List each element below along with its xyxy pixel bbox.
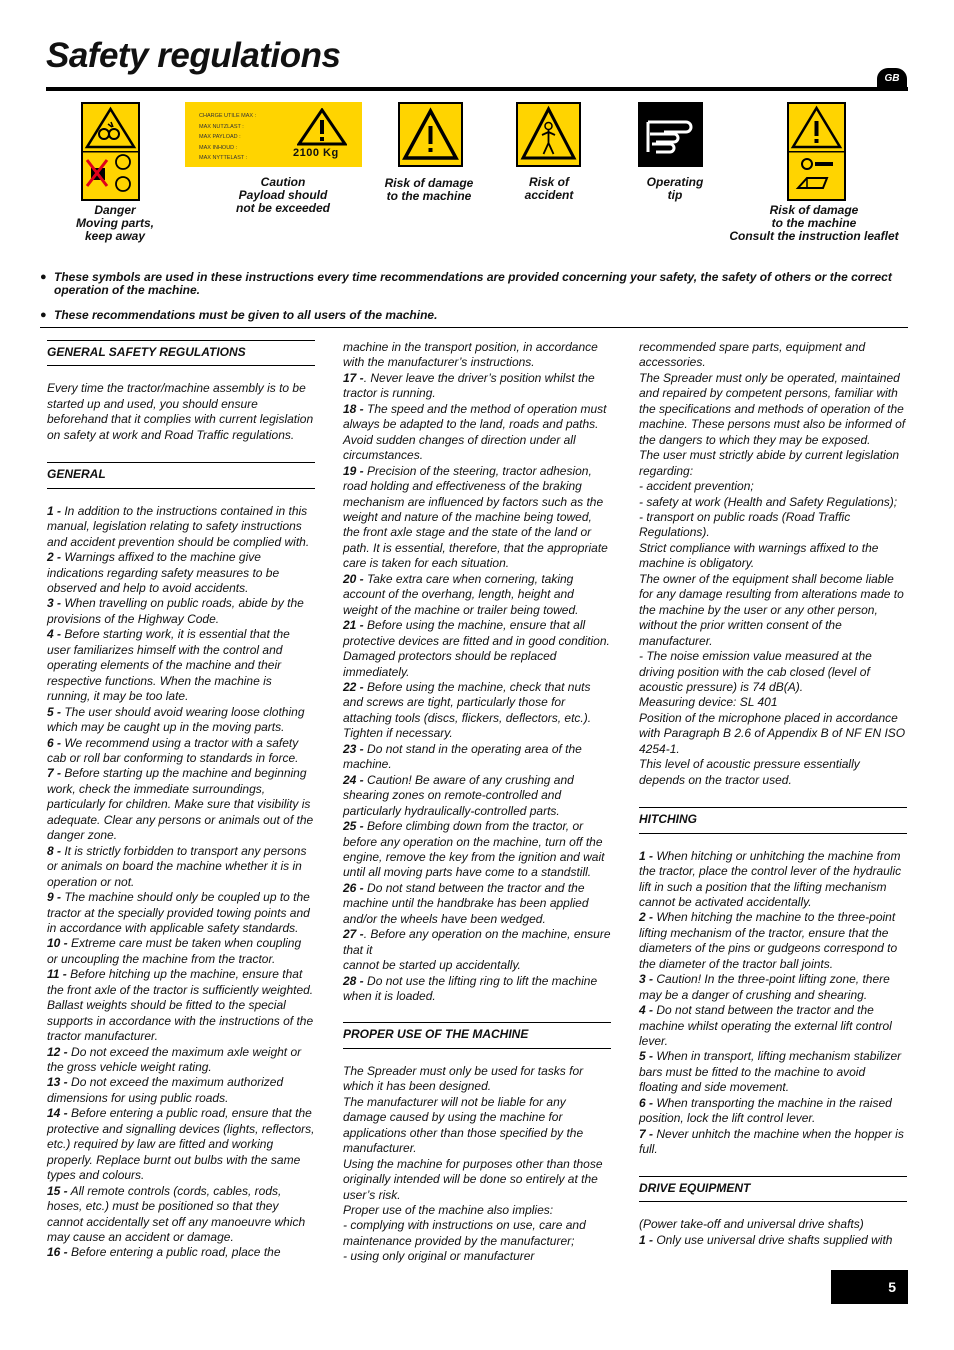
list-item — [47, 766, 315, 843]
list-item — [343, 618, 611, 680]
danger-moving-parts-sign — [81, 102, 140, 201]
item-text: In addition to the instructions contained in this manual, legislation relating to safety instructions and accident prevention should be complied with. — [47, 503, 310, 549]
bullet-icon: ● — [40, 271, 47, 283]
item-text: Caution! In the three-point lifting zone, there may be a danger of crushing and shearing. — [639, 972, 890, 1002]
item-text: . Before any operation on the machine, ensure that it — [343, 927, 611, 957]
item-text: When in transport, lifting mechanism stabilizer bars must be fitted to the machine to avoid floating and side movement. — [639, 1049, 902, 1095]
list-item — [343, 572, 611, 618]
item-text: Before starting up the machine and beginning work, check the immediate surroundings, particularly for children. Make sure that visibility is adequate. Clear any persons or animals out of the danger zone. — [47, 766, 314, 843]
paragraph-line: recommended spare parts, equipment and accessories. — [639, 340, 866, 370]
paragraph-line: The manufacturer will not be liable for any damage caused by using the machine for applications other than those specified by the manufacturer. — [343, 1094, 584, 1156]
list-item — [343, 402, 611, 464]
item-number: 3 - — [639, 972, 654, 987]
proper-use-continued — [639, 340, 907, 788]
drive-equipment-heading: DRIVE EQUIPMENT — [639, 1176, 907, 1202]
item-text: Never unhitch the machine when the hopper is full. — [639, 1126, 904, 1157]
list-item — [343, 881, 611, 927]
item-number: 7 - — [639, 1126, 654, 1141]
paragraph-line: - transport on public roads (Road Traffic Regulations). — [639, 509, 851, 540]
item-text: Do not stand between the tractor and the machine whilst operating the external lift control lever. — [639, 1003, 892, 1049]
item-number: 26 - — [343, 880, 364, 895]
paragraph-line: Using the machine for purposes other than those originally intended will be done so entirely at the user’s risk. — [343, 1156, 603, 1202]
item-text: Do not exceed the maximum axle weight or the gross vehicle weight rating. — [47, 1044, 302, 1075]
item-text: Do not exceed the maximum authorized dimensions for using public roads. — [47, 1075, 284, 1105]
item-text: Warnings affixed to the machine give indications regarding safety measures to be observed and help to avoid accidents. — [47, 550, 280, 595]
page-number: 5 — [831, 1270, 908, 1304]
item-number: 19 - — [343, 463, 364, 478]
item-text: Before entering a public road, place the — [67, 1245, 281, 1260]
list-item — [343, 742, 611, 773]
item-text: Before climbing down from the tractor, or before any operation on the machine, turn off the engine, remove the key from the ignition and wait until all moving parts have come to a standstill. — [343, 819, 605, 880]
list-item — [639, 849, 907, 911]
consult-leaflet-sign — [787, 102, 846, 201]
list-item — [639, 972, 907, 1003]
list-item — [47, 936, 315, 967]
item-number: 15 - — [47, 1183, 68, 1198]
item-number: 1 - — [639, 848, 654, 863]
list-item — [47, 844, 315, 890]
item-number: 24 - — [343, 772, 364, 787]
general-list — [47, 504, 315, 1261]
item-number: 1 - — [639, 1232, 654, 1247]
item-number: 3 - — [47, 596, 62, 611]
item-number: 23 - — [343, 741, 364, 756]
list-item — [47, 967, 315, 1044]
drive-equipment-intro: (Power take-off and universal drive shafts) — [639, 1217, 864, 1232]
list-item — [47, 550, 315, 596]
item-number: 12 - — [47, 1044, 68, 1059]
paragraph-line: Proper use of the machine also implies: — [343, 1203, 554, 1218]
item-number: 5 - — [639, 1049, 654, 1064]
list-item — [639, 910, 907, 972]
column-2 — [343, 340, 611, 1265]
list-item — [343, 371, 611, 402]
list-item — [47, 1075, 315, 1106]
section-rule — [40, 327, 908, 328]
item-number: 1 - — [47, 503, 62, 518]
item-number: 5 - — [47, 704, 62, 719]
list-item — [47, 736, 315, 767]
list-item — [639, 1003, 907, 1049]
list-item — [639, 1049, 907, 1095]
item-text: Only use universal drive shafts supplied with — [653, 1232, 893, 1247]
item-number: 4 - — [47, 627, 62, 642]
risk-of-damage-caption: Risk of damage to the machine — [384, 176, 474, 203]
item-text: The speed and the method of operation must always be adapted to the land, roads and paths. Avoid sudden changes of direction under all circumstances. — [343, 401, 607, 463]
bullet-symbols-note: ● These symbols are used in these instructions every time recommendations are provided concerning your safety, the safety of others or the correct operation of the machine. — [40, 270, 892, 297]
list-item — [639, 1233, 907, 1248]
list-item — [47, 1245, 315, 1260]
column-1 — [47, 340, 315, 1261]
item-text: Before using the machine, check that nuts and screws are tight, particularly those for attaching tools (discs, flickers, deflectors, etc.). Tighten if necessary. — [343, 679, 592, 741]
list-item — [343, 464, 611, 572]
item-text: cannot be started up accidentally. — [343, 958, 521, 973]
item-number: 7 - — [47, 766, 62, 781]
item-number: 25 - — [343, 819, 364, 834]
item-text: Before hitching up the machine, ensure that the front axle of the tractor is sufficiently weighted. Ballast weights should be fitted to the special supports in accordance with the instructions of the tractor manufacturer. — [47, 967, 314, 1044]
proper-use-text — [343, 1064, 611, 1265]
list-item — [343, 680, 611, 742]
list-item — [639, 1096, 907, 1127]
proper-use-heading: PROPER USE OF THE MACHINE — [343, 1022, 611, 1048]
item-number: 18 - — [343, 401, 364, 416]
general-safety-heading: GENERAL SAFETY REGULATIONS — [47, 340, 315, 366]
item-number: 2 - — [47, 550, 62, 565]
continued-text: machine in the transport position, in accordance with the manufacturer’s instructions. — [343, 340, 598, 370]
item-text: When transporting the machine in the raised position, lock the lift control lever. — [639, 1095, 892, 1126]
paragraph-line: Strict compliance with warnings affixed to the machine is obligatory. — [639, 540, 879, 571]
consult-leaflet-caption: Risk of damage to the machine Consult the instruction leaflet — [729, 203, 899, 243]
list-item — [343, 927, 611, 958]
item-number: 20 - — [343, 571, 364, 586]
item-text: Extreme care must be taken when coupling or uncoupling the machine from the tractor. — [47, 936, 302, 966]
paragraph-line: Position of the microphone placed in accordance with Paragraph B 2.6 of Appendix B of NF EN ISO 4254-1. — [639, 710, 906, 756]
list-item — [47, 1106, 315, 1183]
list-item — [47, 705, 315, 736]
item-text: Before using the machine, ensure that all protective devices are fitted and in good condition. Damaged protectors should be replaced immediately. — [343, 618, 610, 679]
list-item — [47, 890, 315, 936]
item-text: It is strictly forbidden to transport any persons or animals on board the machine whether it is in operation or not. — [47, 843, 307, 889]
paragraph-line: - complying with instructions on use, care and maintenance provided by the manufacturer; — [343, 1218, 586, 1248]
item-number: 21 - — [343, 618, 364, 633]
paragraph-line: Measuring device: SL 401 — [639, 695, 778, 710]
item-text: We recommend using a tractor with a safety cab or roll bar conforming to standards in force. — [47, 735, 299, 765]
item-number: 6 - — [47, 735, 62, 750]
item-number: 4 - — [639, 1003, 654, 1018]
list-item — [343, 958, 611, 973]
item-number: 17 - — [343, 370, 364, 385]
list-item — [47, 627, 315, 704]
paragraph-line: The Spreader must only be used for tasks for which it has been designed. — [343, 1063, 584, 1094]
item-text: Before starting work, it is essential that the user familiarizes himself with the control and operating elements of the machine and their respective functions. When the machine is running, it may be too late. — [47, 627, 290, 704]
general-safety-intro: Every time the tractor/machine assembly is to be started up and used, you should ensure beforehand that it complies with current legislation on safety at work and Road Traffic regulations. — [47, 381, 314, 442]
hitching-list — [639, 849, 907, 1158]
list-item — [47, 1184, 315, 1246]
danger-caption: Danger Moving parts, keep away — [75, 203, 154, 243]
item-text: When hitching or unhitching the machine from the tractor, place the control lever of the hydraulic lift in such a position that the lifting mechanism cannot be activated accidentally. — [639, 848, 902, 909]
paragraph-line: - using only original or manufacturer — [343, 1249, 535, 1264]
item-text: Before entering a public road, ensure that the protective and signalling devices (lights, reflectors, etc.) required by law are fitted and working properly. Replace burnt out bulbs with the same types and colours. — [47, 1106, 315, 1183]
paragraph-line: - The noise emission value measured at the driving position with the cab closed (level of acoustic pressure) is 74 dB(A). — [639, 649, 872, 694]
general-list-continued — [343, 371, 611, 1005]
item-number: 16 - — [47, 1245, 68, 1260]
list-item — [343, 773, 611, 819]
paragraph-line: This level of acoustic pressure essentially depends on the tractor used. — [639, 757, 860, 787]
bullet-icon: ● — [40, 309, 47, 321]
item-number: 14 - — [47, 1106, 68, 1121]
page-title: Safety regulations — [46, 36, 341, 75]
risk-of-damage-sign — [398, 102, 463, 167]
language-badge: GB — [877, 68, 907, 90]
risk-of-accident-sign — [516, 102, 581, 167]
list-item — [343, 819, 611, 881]
item-text: When hitching the machine to the three-point lifting mechanism of the tractor, ensure that the diameters of the pins or gudgeons correspond to the diameter of the tractor ball joints. — [639, 910, 898, 971]
item-number: 27 - — [343, 927, 364, 942]
item-text: Do not stand between the tractor and the machine until the handbrake has been applied and/or the wheels have been wedged. — [343, 880, 589, 926]
list-item — [47, 1045, 315, 1076]
paragraph-line: - accident prevention; — [639, 479, 754, 494]
item-number: 28 - — [343, 973, 364, 988]
paragraph-line: The Spreader must only be operated, maintained and repaired by competent persons, familiar with the specifications and methods of operation of the machine. These persons must also be informed of the dangers to which they may be exposed. — [639, 370, 906, 447]
item-text: Precision of the steering, tractor adhesion, road holding and effectiveness of the braking mechanism are influenced by factors such as the weight and nature of the machine being towed, the front axle stage and the state of the land or path. It is essential, therefore, that the appropriate care is taken for each situation. — [343, 463, 608, 571]
title-rule — [46, 87, 908, 91]
paragraph-line: - safety at work (Health and Safety Regulations); — [639, 494, 898, 509]
item-text: The machine should only be coupled up to the tractor at the specially provided towing points and in accordance with applicable safety standards. — [47, 890, 310, 935]
item-number: 8 - — [47, 843, 62, 858]
general-heading: GENERAL — [47, 462, 315, 488]
list-item — [47, 596, 315, 627]
operating-tip-sign — [638, 102, 703, 167]
item-text: Caution! Be aware of any crushing and shearing zones on remote-controlled and particularly hydraulically-controlled parts. — [343, 772, 574, 818]
item-number: 13 - — [47, 1075, 68, 1090]
column-3 — [639, 340, 907, 1248]
item-text: All remote controls (cords, cables, rods, hoses, etc.) must be positioned so that they cannot accidentally set off any manoeuvre which may cause an accident or damage. — [47, 1183, 306, 1245]
list-item — [47, 504, 315, 550]
hitching-heading: HITCHING — [639, 807, 907, 833]
payload-caption: Caution Payload should not be exceeded — [235, 175, 331, 215]
payload-sign: CHARGE UTILE MAX : MAX NUTZLAST : MAX PAYLOAD : MAX INHOUD : MAX NYTTELAST : 2100 Kg — [185, 102, 362, 167]
paragraph-line: The user must strictly abide by current legislation regarding: — [639, 448, 900, 478]
item-text: Take extra care when cornering, taking account of the overhang, length, height and weight of the machine or trailer being towed. — [343, 571, 579, 617]
item-text: The user should avoid wearing loose clothing which may be caught up in the moving parts. — [47, 704, 305, 735]
operating-tip-caption: Operating tip — [646, 175, 704, 202]
item-text: Do not stand in the operating area of the machine. — [343, 741, 582, 772]
item-text: . Never leave the driver’s position whilst the tractor is running. — [343, 370, 595, 401]
bullet-users-note: ● These recommendations must be given to all users of the machine. — [40, 308, 438, 322]
item-number: 6 - — [639, 1095, 654, 1110]
payload-value: 2100 Kg — [293, 147, 339, 159]
item-number: 11 - — [47, 967, 67, 982]
list-item — [343, 974, 611, 1005]
drive-equipment-list — [639, 1233, 907, 1248]
paragraph-line: The owner of the equipment shall become liable for any damage resulting from alterations made to the machine by the user or any other person, without the prior written consent of the manufacturer. — [639, 571, 904, 648]
item-number: 2 - — [639, 910, 654, 925]
item-number: 10 - — [47, 936, 68, 951]
item-text: Do not use the lifting ring to lift the machine when it is loaded. — [343, 973, 598, 1004]
list-item — [639, 1127, 907, 1158]
item-number: 22 - — [343, 679, 364, 694]
risk-of-accident-caption: Risk of accident — [524, 175, 574, 202]
item-number: 9 - — [47, 890, 62, 905]
item-text: When travelling on public roads, abide by the provisions of the Highway Code. — [47, 596, 304, 626]
